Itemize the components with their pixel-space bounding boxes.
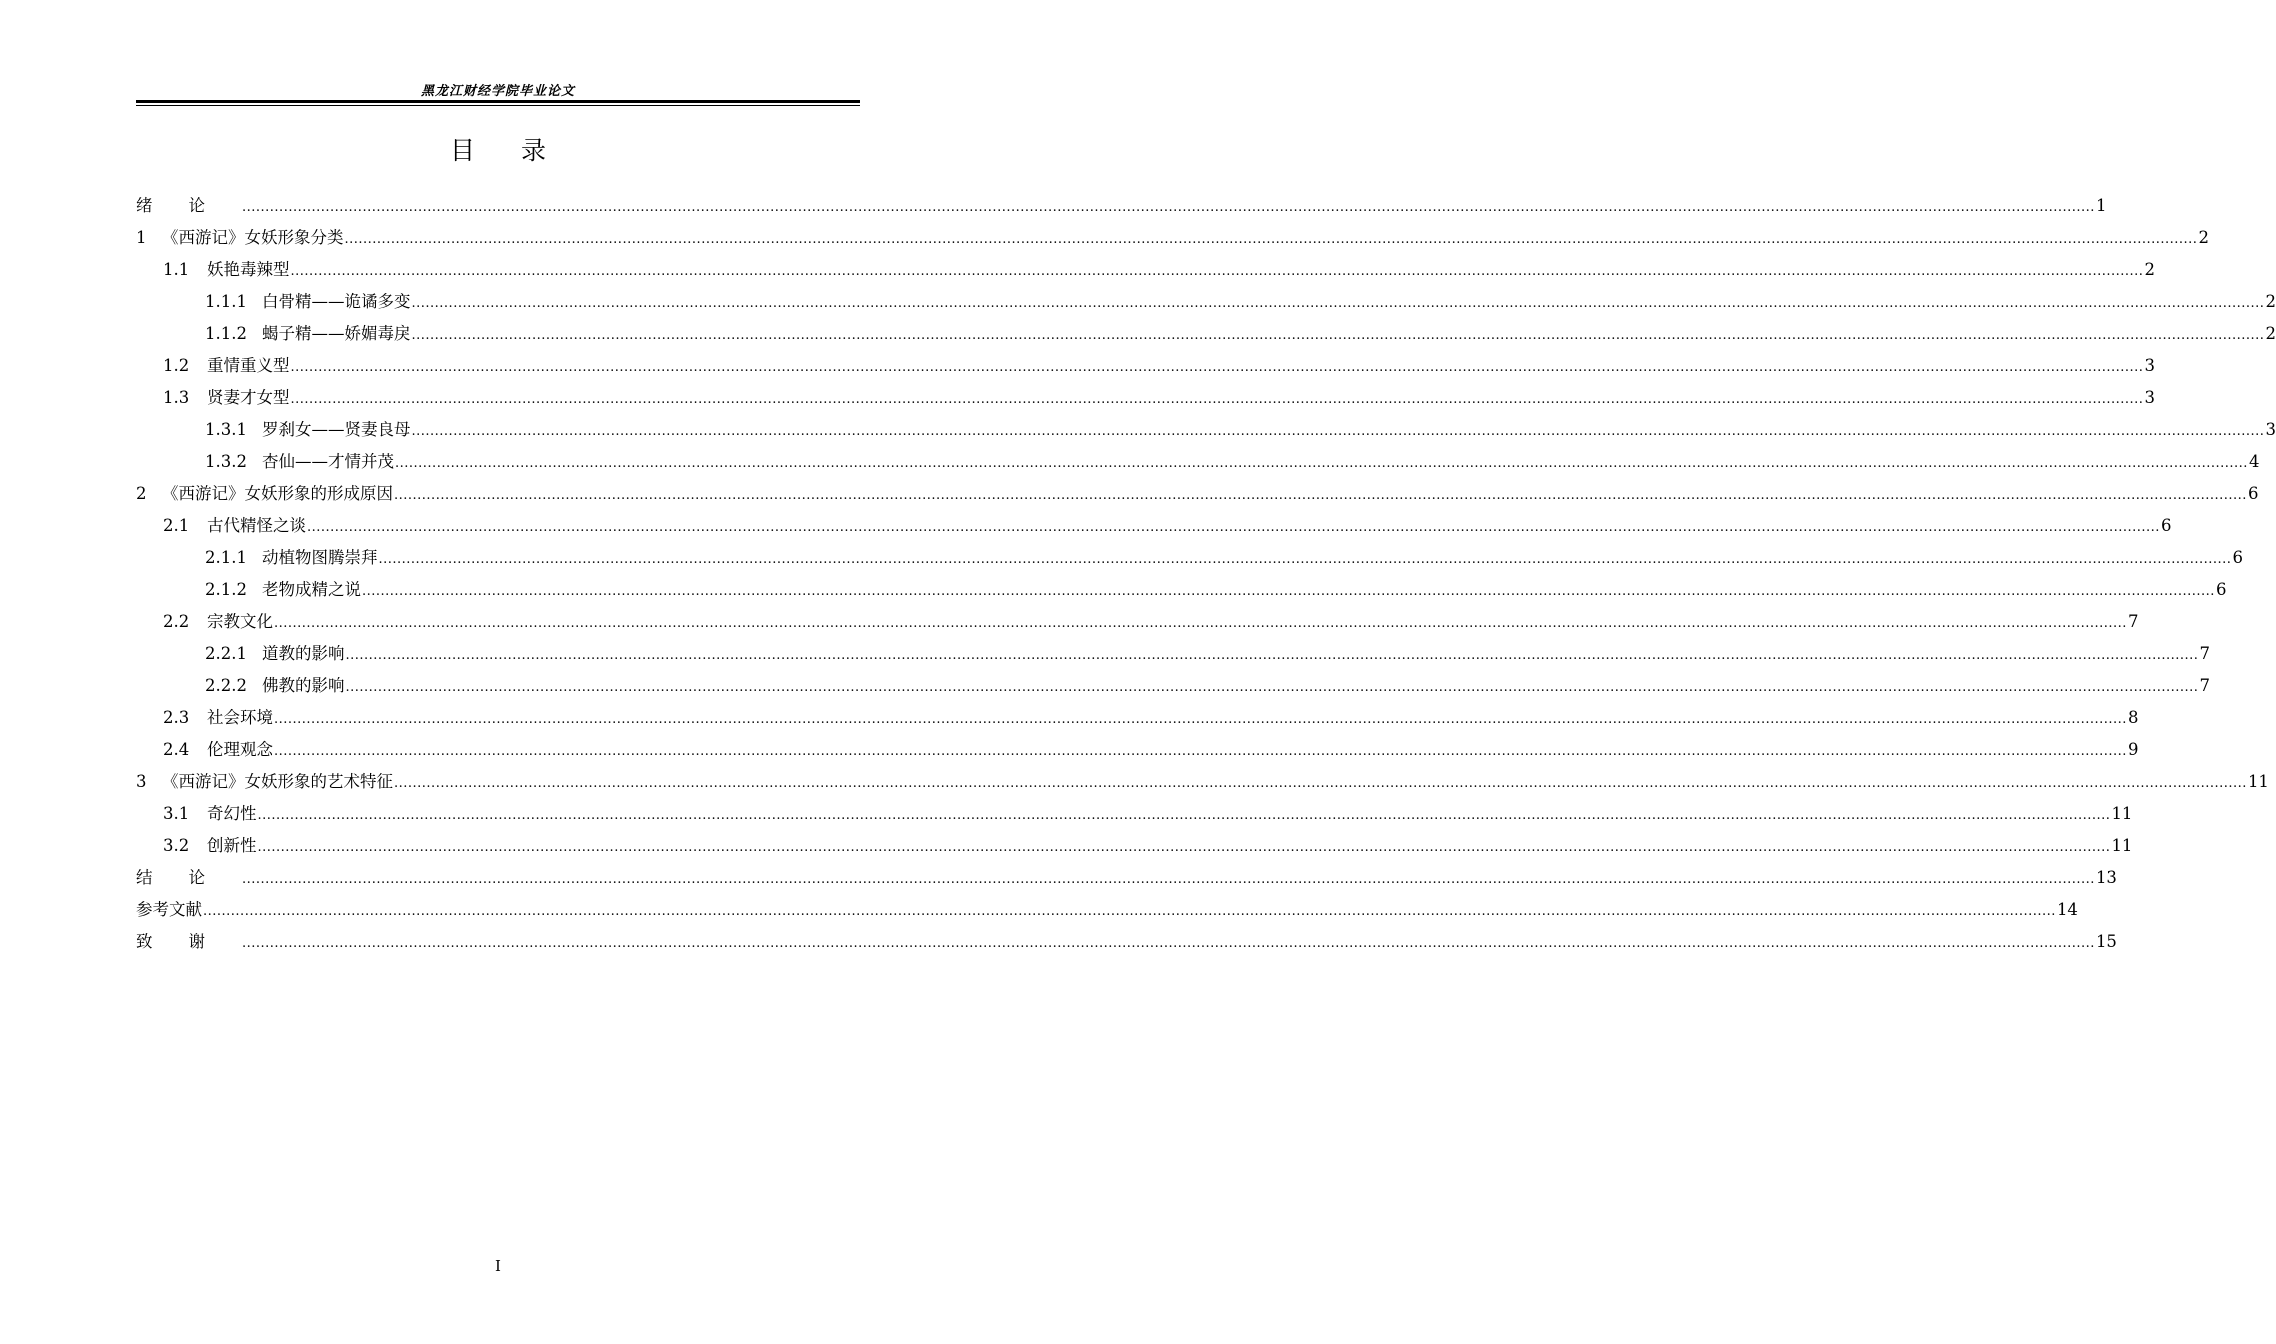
- toc-dot-leader: ................................................................................................................................................................................................................................................................................................................................................................................................................: [242, 872, 2095, 887]
- page-header: 黑龙江财经学院毕业论文: [420, 84, 575, 99]
- toc-entry-page: 11: [2111, 836, 2133, 855]
- toc-entry-number: 2: [136, 484, 147, 503]
- toc-dot-leader: ................................................................................................................................................................................................................................................................................................................................................................................................................: [290, 360, 2144, 375]
- toc-entry-title: 奇幻性: [207, 804, 257, 823]
- toc-entry-number: 2.4: [163, 740, 190, 759]
- toc-dot-leader: ................................................................................................................................................................................................................................................................................................................................................................................................................: [345, 680, 2199, 695]
- toc-entry-title: 伦理观念: [207, 740, 273, 759]
- toc-entry-page: 14: [2056, 900, 2078, 919]
- toc-dot-leader: ................................................................................................................................................................................................................................................................................................................................................................................................................: [411, 424, 2265, 439]
- toc-dot-leader: ................................................................................................................................................................................................................................................................................................................................................................................................................: [394, 776, 2247, 791]
- toc-dot-leader: ................................................................................................................................................................................................................................................................................................................................................................................................................: [242, 936, 2095, 951]
- toc-entry[interactable]: [136, 574, 2227, 606]
- toc-entry-page: 13: [2095, 868, 2117, 887]
- toc-entry[interactable]: [136, 446, 2260, 478]
- toc-entry-page: 6: [2160, 516, 2172, 535]
- toc-entry-title: 蝎子精——娇媚毒戾: [262, 324, 411, 343]
- toc-entry-title: 古代精怪之谈: [207, 516, 306, 535]
- toc-entry[interactable]: [136, 862, 2117, 894]
- toc-entry[interactable]: [136, 734, 2139, 766]
- toc-dot-leader: ................................................................................................................................................................................................................................................................................................................................................................................................................: [274, 712, 2127, 727]
- toc-entry-title: 《西游记》女妖形象分类: [162, 228, 344, 247]
- toc-entry-page: 6: [2215, 580, 2227, 599]
- toc-entry[interactable]: [136, 382, 2155, 414]
- toc-entry-number: 3.2: [163, 836, 190, 855]
- page-number: I: [495, 1257, 501, 1275]
- toc-dot-leader: ................................................................................................................................................................................................................................................................................................................................................................................................................: [290, 392, 2144, 407]
- toc-entry-title: 绪论: [136, 196, 241, 215]
- toc-entry-title: 《西游记》女妖形象的形成原因: [162, 484, 393, 503]
- toc-title: 目录: [449, 136, 592, 165]
- toc-entry[interactable]: [136, 830, 2133, 862]
- toc-entry-number: 3: [136, 772, 147, 791]
- toc-entry-number: 1.3: [163, 388, 190, 407]
- toc-entry-page: 7: [2199, 676, 2210, 695]
- toc-entry-title: 动植物图腾崇拜: [262, 548, 378, 567]
- toc-dot-leader: ................................................................................................................................................................................................................................................................................................................................................................................................................: [378, 552, 2232, 567]
- toc-entry-number: 2.2.1: [205, 644, 247, 663]
- toc-dot-leader: ................................................................................................................................................................................................................................................................................................................................................................................................................: [394, 488, 2247, 503]
- toc-entry[interactable]: [136, 510, 2172, 542]
- toc-entry-title: 罗刹女——贤妻良母: [262, 420, 411, 439]
- toc-entry-page: 1: [2095, 196, 2107, 215]
- toc-entry-title: 致谢: [136, 932, 241, 951]
- toc-entry[interactable]: [136, 286, 2276, 318]
- toc-entry-number: 2.2: [163, 612, 190, 631]
- toc-entry-page: 6: [2232, 548, 2243, 567]
- toc-entry-page: 2: [2144, 260, 2155, 279]
- toc-entry[interactable]: [136, 318, 2276, 350]
- toc-dot-leader: ................................................................................................................................................................................................................................................................................................................................................................................................................: [395, 456, 2248, 471]
- toc-entry-number: 1.1: [163, 260, 190, 279]
- toc-entry[interactable]: [136, 798, 2133, 830]
- toc-entry-title: 创新性: [207, 836, 257, 855]
- toc-entry[interactable]: [136, 478, 2259, 510]
- toc-entry[interactable]: [136, 254, 2155, 286]
- toc-entry[interactable]: [136, 542, 2243, 574]
- toc-entry[interactable]: [136, 414, 2276, 446]
- toc-entry[interactable]: [136, 766, 2269, 798]
- header-rule-thin: [136, 105, 860, 106]
- toc-dot-leader: ................................................................................................................................................................................................................................................................................................................................................................................................................: [242, 200, 2095, 215]
- toc-dot-leader: ................................................................................................................................................................................................................................................................................................................................................................................................................: [345, 648, 2199, 663]
- toc-entry-page: 11: [2111, 804, 2133, 823]
- toc-entry-number: 2.3: [163, 708, 190, 727]
- toc-dot-leader: ................................................................................................................................................................................................................................................................................................................................................................................................................: [290, 264, 2144, 279]
- toc-entry-title: 参考文献: [136, 900, 202, 919]
- toc-entry-title: 老物成精之说: [262, 580, 361, 599]
- toc-entry-title: 佛教的影响: [262, 676, 345, 695]
- toc-entry[interactable]: [136, 222, 2209, 254]
- toc-dot-leader: ................................................................................................................................................................................................................................................................................................................................................................................................................: [344, 232, 2198, 247]
- header-rule-thick: [136, 100, 860, 103]
- toc-dot-leader: ................................................................................................................................................................................................................................................................................................................................................................................................................: [362, 584, 2215, 599]
- toc-entry-page: 2: [2265, 292, 2276, 311]
- toc-entry-page: 3: [2144, 388, 2155, 407]
- toc-entry-title: 宗教文化: [207, 612, 273, 631]
- toc-entry-page: 2: [2265, 324, 2276, 343]
- toc-entry[interactable]: [136, 350, 2155, 382]
- toc-entry[interactable]: [136, 926, 2117, 958]
- toc-entry-title: 结论: [136, 868, 241, 887]
- toc-entry-number: 2.1.1: [205, 548, 247, 567]
- toc-entry-title: 道教的影响: [262, 644, 345, 663]
- toc-entry[interactable]: [136, 190, 2107, 222]
- toc-entry-number: 1.3.1: [205, 420, 247, 439]
- toc-dot-leader: ................................................................................................................................................................................................................................................................................................................................................................................................................: [274, 744, 2127, 759]
- toc-dot-leader: ................................................................................................................................................................................................................................................................................................................................................................................................................: [411, 296, 2265, 311]
- toc-entry-title: 白骨精——诡谲多变: [262, 292, 411, 311]
- toc-entry-page: 8: [2127, 708, 2139, 727]
- toc-entry-title: 贤妻才女型: [207, 388, 290, 407]
- toc-entry-number: 2.1.2: [205, 580, 247, 599]
- toc-entry-number: 2.2.2: [205, 676, 247, 695]
- toc-entry-title: 妖艳毒辣型: [207, 260, 290, 279]
- toc-entry-title: 杏仙——才情并茂: [262, 452, 394, 471]
- toc-dot-leader: ................................................................................................................................................................................................................................................................................................................................................................................................................: [257, 808, 2111, 823]
- toc-entry-number: 3.1: [163, 804, 190, 823]
- toc-entry-page: 4: [2248, 452, 2260, 471]
- toc-entry-page: 11: [2247, 772, 2269, 791]
- toc-entry-page: 6: [2247, 484, 2259, 503]
- toc-entry[interactable]: [136, 894, 2078, 926]
- table-of-contents: [136, 190, 2276, 958]
- toc-entry-number: 1.3.2: [205, 452, 247, 471]
- toc-entry-number: 1.1.1: [205, 292, 247, 311]
- toc-entry-number: 1.1.2: [205, 324, 247, 343]
- toc-entry[interactable]: [136, 670, 2210, 702]
- toc-dot-leader: ................................................................................................................................................................................................................................................................................................................................................................................................................: [274, 616, 2127, 631]
- toc-entry[interactable]: [136, 638, 2210, 670]
- toc-entry-number: 1.2: [163, 356, 190, 375]
- toc-dot-leader: ................................................................................................................................................................................................................................................................................................................................................................................................................: [257, 840, 2111, 855]
- toc-entry-page: 9: [2127, 740, 2139, 759]
- toc-entry[interactable]: [136, 606, 2139, 638]
- toc-entry-page: 3: [2144, 356, 2155, 375]
- toc-entry-page: 3: [2265, 420, 2276, 439]
- toc-entry-number: 1: [136, 228, 147, 247]
- toc-entry-page: 2: [2198, 228, 2209, 247]
- toc-entry-page: 15: [2095, 932, 2117, 951]
- toc-entry-page: 7: [2199, 644, 2210, 663]
- toc-entry-number: 2.1: [163, 516, 190, 535]
- toc-entry-title: 《西游记》女妖形象的艺术特征: [162, 772, 393, 791]
- toc-dot-leader: ................................................................................................................................................................................................................................................................................................................................................................................................................: [411, 328, 2265, 343]
- toc-dot-leader: ................................................................................................................................................................................................................................................................................................................................................................................................................: [203, 904, 2056, 919]
- toc-entry-title: 社会环境: [207, 708, 273, 727]
- toc-dot-leader: ................................................................................................................................................................................................................................................................................................................................................................................................................: [307, 520, 2160, 535]
- toc-entry-page: 7: [2127, 612, 2139, 631]
- toc-entry-title: 重情重义型: [207, 356, 290, 375]
- toc-entry[interactable]: [136, 702, 2139, 734]
